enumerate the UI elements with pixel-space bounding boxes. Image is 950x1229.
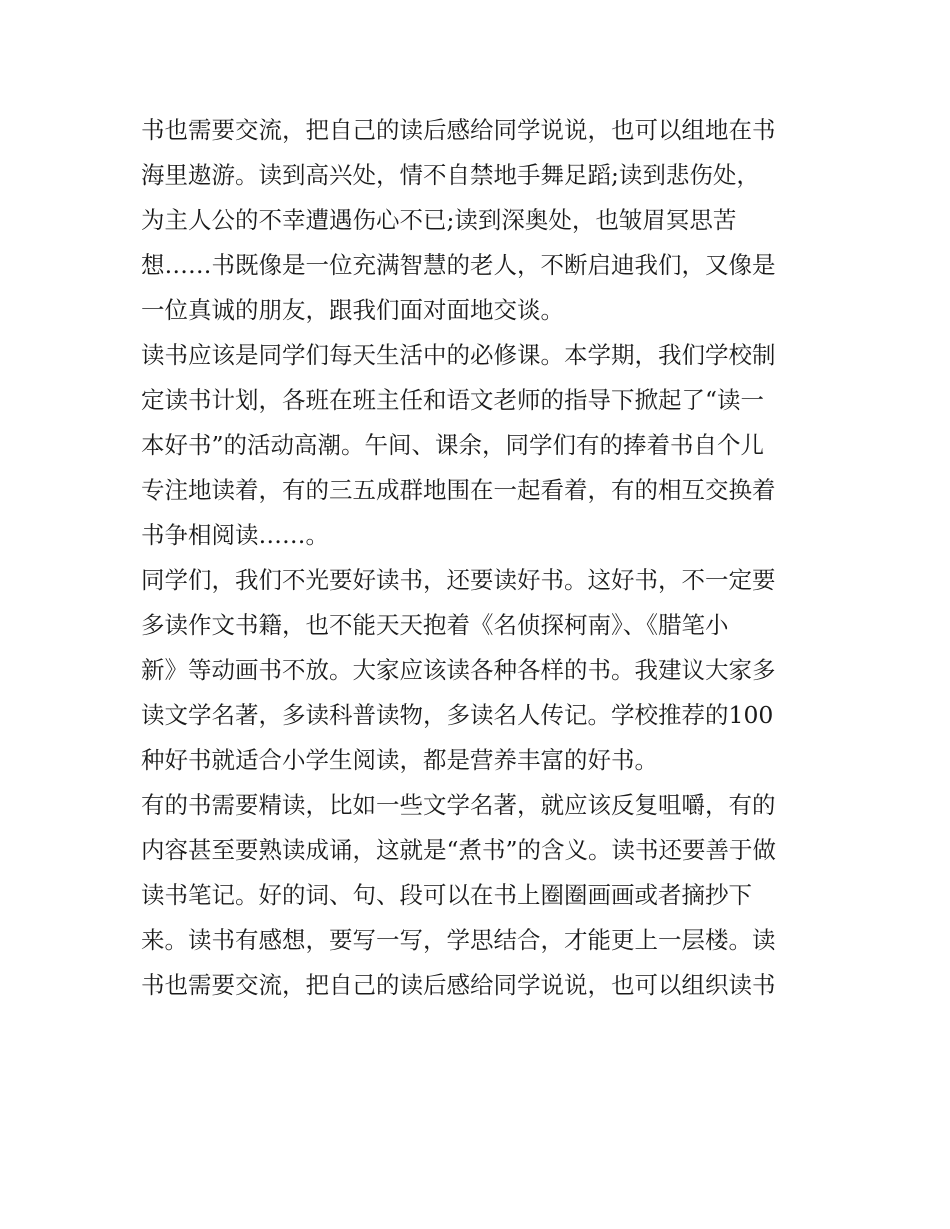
text-line: 读文学名著，多读科普读物，多读名人传记。学校推荐的100: [141, 701, 774, 729]
text-line: 有的书需要精读，比如一些文学名著，就应该反复咀嚼，有的: [141, 791, 776, 819]
text-line: 读书应该是同学们每天生活中的必修课。本学期，我们学校制: [141, 341, 776, 369]
text-line: 专注地读着，有的三五成群地围在一起看着，有的相互交换着: [141, 476, 776, 504]
text-line: 读书笔记。好的词、句、段可以在书上圈圈画画或者摘抄下: [141, 881, 752, 909]
document-body: [141, 108, 813, 1008]
text-line: 海里遨游。读到高兴处，情不自禁地手舞足蹈;读到悲伤处，: [141, 161, 760, 189]
text-line: 来。读书有感想，要写一写，学思结合，才能更上一层楼。读: [141, 926, 776, 954]
text-line: 书也需要交流，把自己的读后感给同学说说，也可以组织读书: [141, 971, 776, 999]
text-line: 新》等动画书不放。大家应该读各种各样的书。我建议大家多: [141, 656, 776, 684]
text-line: 种好书就适合小学生阅读，都是营养丰富的好书。: [141, 746, 658, 774]
text-line: 内容甚至要熟读成诵，这就是“煮书”的含义。读书还要善于做: [141, 836, 777, 864]
text-line: 定读书计划，各班在班主任和语文老师的指导下掀起了“读一: [141, 386, 765, 414]
text-line: 本好书”的活动高潮。午间、课余，同学们有的捧着书自个儿: [141, 431, 765, 459]
text-line: 同学们，我们不光要好读书，还要读好书。这好书，不一定要: [141, 566, 776, 594]
text-line: 书争相阅读……。: [141, 521, 329, 549]
text-line: 为主人公的不幸遭遇伤心不已;读到深奥处，也皱眉冥思苦: [141, 206, 737, 234]
text-line: 想……书既像是一位充满智慧的老人，不断启迪我们，又像是: [141, 251, 776, 279]
text-line: 书也需要交流，把自己的读后感给同学说说，也可以组地在书: [141, 116, 776, 144]
text-line: 一位真诚的朋友，跟我们面对面地交谈。: [141, 296, 564, 324]
text-line: 多读作文书籍，也不能天天抱着《名侦探柯南》、《腊笔小: [141, 611, 729, 639]
